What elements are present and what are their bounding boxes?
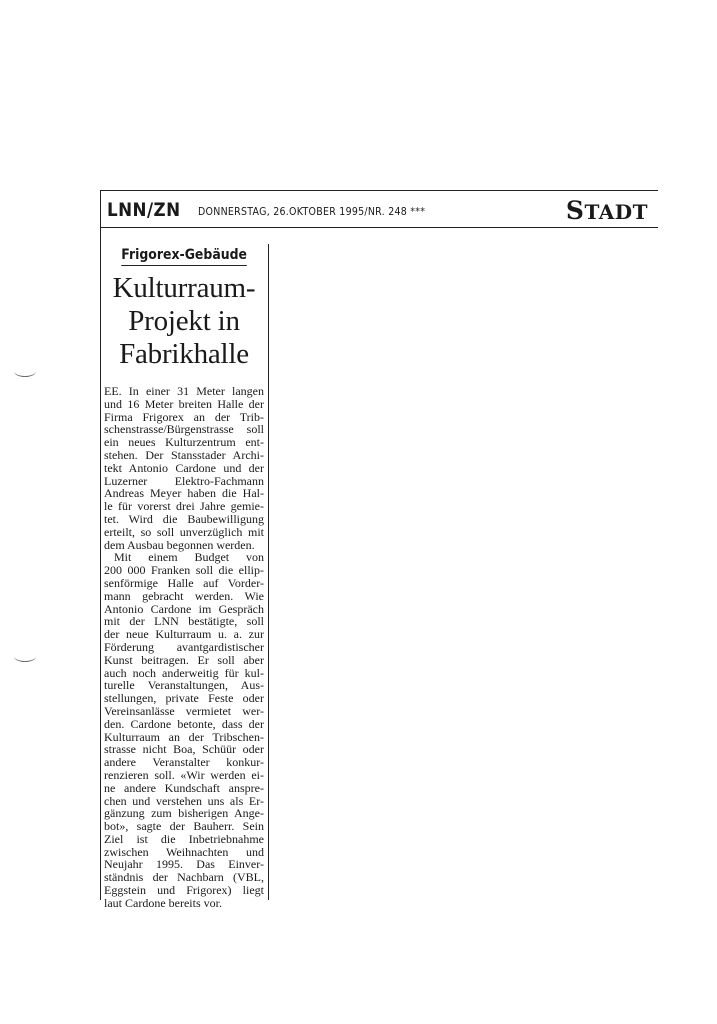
- body-line: auch noch anderweitig für kul-: [104, 665, 264, 680]
- body-line: Luzerner Elektro-Fachmann: [104, 473, 264, 488]
- body-line: gänzung zum bisherigen Ange-: [104, 806, 264, 821]
- scan-artifact: [14, 651, 36, 662]
- body-line: laut Cardone bereits vor.: [104, 895, 222, 910]
- body-line: den. Cardone betonte, dass der: [104, 716, 264, 731]
- body-line: mit der LNN bestätigte, soll: [104, 614, 264, 629]
- top-rule: [100, 190, 658, 191]
- headline-line: Kulturraum-: [112, 272, 256, 304]
- body-line: renzieren soll. «Wir werden ei-: [104, 767, 264, 782]
- header-rule: [100, 227, 658, 228]
- body-line: senförmige Halle auf Vorder-: [104, 575, 264, 590]
- headline-line: Fabrikhalle: [119, 338, 249, 370]
- body-line: stehen. Der Stansstader Archi-: [104, 447, 264, 462]
- body-line: stellungen, private Feste oder: [104, 691, 264, 706]
- body-line: zwischen Weihnachten und: [104, 844, 264, 859]
- body-line: Firma Frigorex an der Trib-: [104, 409, 264, 424]
- scan-artifact: [14, 366, 36, 377]
- article: [104, 244, 264, 910]
- page-header: [100, 196, 658, 226]
- body-line: Kunst beitragen. Er soll aber: [104, 652, 264, 667]
- body-line: Andreas Meyer haben die Hal-: [104, 486, 264, 501]
- dateline: DONNERSTAG, 26.OKTOBER 1995/NR. 248 ***: [198, 205, 426, 218]
- masthead: LNN/ZN: [107, 199, 181, 221]
- article-body: [104, 385, 264, 910]
- section-title: [566, 196, 648, 225]
- column-rule: [268, 244, 269, 900]
- section-title-initial: S: [565, 196, 585, 225]
- body-line: bot», sagte der Bauherr. Sein: [104, 819, 264, 834]
- section-title-rest: TADT: [584, 200, 648, 224]
- body-line: Ziel ist die Inbetriebnahme: [104, 831, 264, 846]
- body-line: Eggstein und Frigorex) liegt: [104, 883, 264, 898]
- body-line: Förderung avantgardistischer: [104, 639, 264, 654]
- body-line: ne andere Kundschaft anspre-: [104, 780, 264, 795]
- article-headline: [104, 272, 264, 371]
- body-line: ein neues Kulturzentrum ent-: [104, 435, 264, 450]
- body-line: der neue Kulturraum u. a. zur: [104, 627, 264, 642]
- body-line: andere Veranstalter konkur-: [104, 755, 264, 770]
- body-line: strasse nicht Boa, Schüür oder: [104, 742, 264, 757]
- body-line: tekt Antonio Cardone und der: [104, 460, 264, 475]
- body-line: EE. In einer 31 Meter langen: [104, 384, 264, 398]
- body-line: schenstrasse/Bürgenstrasse soll: [104, 422, 264, 437]
- left-border-rule: [100, 191, 101, 900]
- body-line: tet. Wird die Baubewilligung: [104, 511, 264, 526]
- body-line: und 16 Meter breiten Halle der: [104, 396, 264, 411]
- body-line: erteilt, so soll unverzüglich mit: [104, 524, 264, 539]
- body-line: 200 000 Franken soll die ellip-: [104, 563, 264, 578]
- body-line: dem Ausbau begonnen werden.: [104, 537, 255, 552]
- body-line: Mit einem Budget von: [114, 550, 264, 565]
- body-line: mann gebracht werden. Wie: [104, 588, 264, 603]
- body-line: turelle Veranstaltungen, Aus-: [104, 678, 264, 693]
- body-line: le für vorerst drei Jahre gemie-: [104, 499, 264, 514]
- body-line: Kulturraum an der Tribschen-: [104, 729, 264, 744]
- body-line: Vereinsanlässe vermietet wer-: [104, 703, 264, 718]
- body-line: Neujahr 1995. Das Einver-: [104, 857, 264, 872]
- body-line: chen und verstehen uns als Er-: [104, 793, 264, 808]
- body-line: Antonio Cardone im Gespräch: [104, 601, 264, 616]
- article-kicker: Frigorex-Gebäude: [121, 247, 247, 266]
- body-line: ständnis der Nachbarn (VBL,: [104, 870, 264, 885]
- headline-line: Projekt in: [128, 305, 240, 337]
